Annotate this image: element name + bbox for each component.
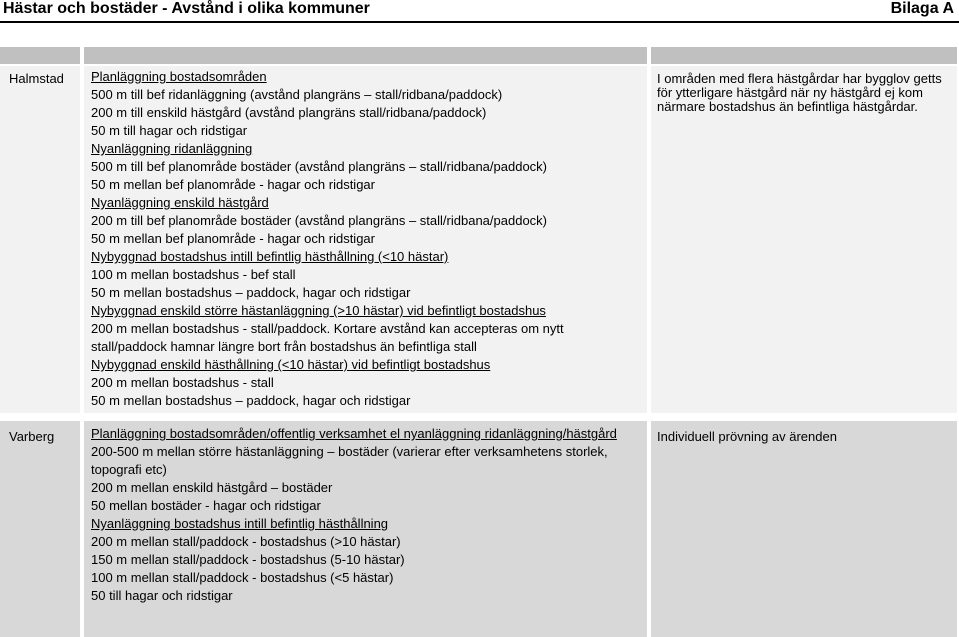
requirement-line: 50 m mellan bostadshus – paddock, hagar och ridstigar xyxy=(91,393,411,408)
requirement-line: 50 m mellan bef planområde - hagar och ridstigar xyxy=(91,231,375,246)
requirement-line: 50 m till hagar och ridstigar xyxy=(91,123,248,138)
requirement-heading: Nybyggnad enskild hästhållning (<10 hästar) vid befintligt bostadshus xyxy=(91,357,491,372)
municipality-name: Varberg xyxy=(9,429,55,444)
table-header-cell xyxy=(651,47,957,64)
requirement-line: 200 m mellan enskild hästgård – bostäder xyxy=(91,480,333,495)
note-cell xyxy=(651,421,957,637)
requirement-line: 100 m mellan bostadshus - bef stall xyxy=(91,267,296,282)
table-header-cell xyxy=(84,47,647,64)
requirement-line: 200 m mellan bostadshus - stall xyxy=(91,375,274,390)
requirement-line: 200 m till bef planområde bostäder (avstånd plangräns – stall/ridbana/paddock) xyxy=(91,213,547,228)
requirement-line: 500 m till bef planområde bostäder (avstånd plangräns – stall/ridbana/paddock) xyxy=(91,159,547,174)
requirements-list xyxy=(91,425,641,605)
requirement-heading: Nyanläggning ridanläggning xyxy=(91,141,253,156)
requirement-line: 200 m mellan stall/paddock - bostadshus (>10 hästar) xyxy=(91,534,401,549)
requirement-line: 50 m mellan bef planområde - hagar och ridstigar xyxy=(91,177,375,192)
requirement-line: 200 m till enskild hästgård (avstånd plangräns stall/ridbana/paddock) xyxy=(91,105,487,120)
requirement-line: 200-500 m mellan större hästanläggning – bostäder (varierar efter verksamhetens storlek, topografi etc) xyxy=(91,444,608,477)
requirements-list xyxy=(91,68,641,410)
requirement-heading: Nyanläggning enskild hästgård xyxy=(91,195,269,210)
requirement-line: 150 m mellan stall/paddock - bostadshus (5-10 hästar) xyxy=(91,552,405,567)
page-title: Hästar och bostäder - Avstånd i olika kommuner xyxy=(3,0,370,17)
note-cell xyxy=(651,66,957,413)
note-text: Individuell prövning av ärenden xyxy=(657,429,837,444)
appendix-label: Bilaga A xyxy=(890,0,954,17)
requirement-line: 500 m till bef ridanläggning (avstånd plangräns – stall/ridbana/paddock) xyxy=(91,87,503,102)
title-rule xyxy=(0,21,959,23)
municipality-name: Halmstad xyxy=(9,71,64,86)
municipality-cell xyxy=(0,66,80,413)
note-text: I områden med flera hästgårdar har bygglov getts för ytterligare hästgård när ny hästgård ej kom närmare bostadshus än befintliga hästgårdar. xyxy=(657,71,942,114)
table-header-cell xyxy=(0,47,80,64)
requirement-line: 50 till hagar och ridstigar xyxy=(91,588,233,603)
requirement-heading: Nybyggnad enskild större hästanläggning (>10 hästar) vid befintligt bostadshus xyxy=(91,303,546,318)
requirement-heading: Planläggning bostadsområden/offentlig verksamhet el nyanläggning ridanläggning/hästgård xyxy=(91,426,617,441)
requirement-line: 50 m mellan bostadshus – paddock, hagar och ridstigar xyxy=(91,285,411,300)
requirement-heading: Nyanläggning bostadshus intill befintlig hästhållning xyxy=(91,516,389,531)
requirement-line: 200 m mellan bostadshus - stall/paddock. Kortare avstånd kan accepteras om nytt stall/paddock hamnar längre bort från bostadshus än befintliga stall xyxy=(91,321,564,354)
requirement-line: 50 mellan bostäder - hagar och ridstigar xyxy=(91,498,321,513)
requirement-heading: Planläggning bostadsområden xyxy=(91,69,267,84)
municipality-cell xyxy=(0,421,80,637)
requirement-heading: Nybyggnad bostadshus intill befintlig hästhållning (<10 hästar) xyxy=(91,249,449,264)
requirement-line: 100 m mellan stall/paddock - bostadshus (<5 hästar) xyxy=(91,570,394,585)
